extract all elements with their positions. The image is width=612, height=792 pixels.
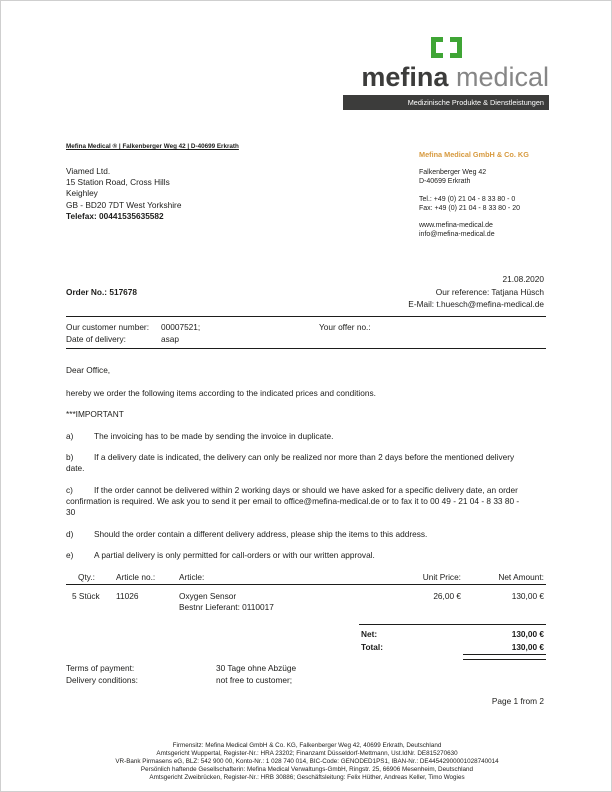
net-label: Net:	[361, 629, 378, 639]
delivery-date-value: asap	[161, 334, 179, 344]
item-article-no: 11026	[116, 591, 139, 601]
item-unit-price: 26,00 €	[433, 591, 461, 601]
footer-line-5: Amtsgericht Zweibrücken, Register-Nr.: HRB 30886; Geschäftsleitung: Felix Hüther, Andreas Keller, Timo Wogies	[149, 774, 465, 781]
condition-key-d: d)	[66, 529, 74, 539]
terms-delivery-value: not free to customer;	[216, 675, 293, 685]
condition-key-c: c)	[66, 485, 73, 495]
condition-item-b	[66, 452, 526, 474]
brand-wordmark	[343, 63, 549, 92]
total-label: Total:	[361, 642, 383, 652]
total-double-rule	[463, 654, 546, 660]
condition-key-b: b)	[66, 452, 74, 462]
terms-delivery-label: Delivery conditions:	[66, 675, 138, 685]
bracket-right-icon	[450, 37, 462, 58]
footer-line-4: Persönlich haftende Gesellschafterin: Mefina Medical Verwaltungs-GmbH, Ringstr. 25, 66906 Mesenheim, Deutschland	[140, 766, 474, 773]
footer-line-2: Amtsgericht Wuppertal, Register-Nr.: HRA 23202; Finanzamt Düsseldorf-Mettmann, Ust.IdNr. DE815270630	[156, 750, 458, 757]
item-qty: 5 Stück	[72, 591, 100, 601]
our-reference: Our reference: Tatjana Hüsch	[435, 287, 544, 297]
col-header-article-no: Article no.:	[116, 572, 156, 582]
totals-rule	[359, 624, 546, 625]
item-net-amount: 130,00 €	[511, 591, 544, 601]
recipient-street: 15 Station Road, Cross Hills	[66, 177, 170, 188]
brackets-icon	[343, 37, 549, 59]
item-article-supplier-no: Bestnr Lieferant: 0110017	[179, 602, 274, 612]
customer-number-value: 00007521;	[161, 322, 201, 332]
brand-tagline: Medizinische Produkte & Dienstleistungen	[343, 95, 549, 110]
recipient-name: Viamed Ltd.	[66, 166, 111, 176]
condition-item-c	[66, 485, 526, 518]
intro-paragraph: hereby we order the following items according to the indicated prices and conditions.	[66, 388, 376, 398]
meta-rule-top	[66, 316, 546, 317]
col-header-unit-price: Unit Price:	[422, 572, 461, 582]
order-number-value: 517678	[109, 287, 138, 297]
condition-text-d: Should the order contain a different delivery address, please ship the items to this address.	[94, 529, 428, 539]
footer-line-3: VR-Bank Pirmasens eG, BLZ: 542 900 00, Konto-Nr.: 1 028 740 014, BIC-Code: GENODED1PS1, IBAN-Nr.: DE44542900001028740014	[115, 758, 499, 765]
recipient-region: GB - BD20 7DT West Yorkshire	[66, 199, 182, 210]
meta-rule-bottom	[66, 348, 546, 349]
condition-text-b: If a delivery date is indicated, the delivery can only be realized nor more than 2 days before the mentioned delivery date.	[66, 452, 515, 473]
company-email: info@mefina-medical.de	[419, 231, 495, 239]
sender-return-address: Mefina Medical ® | Falkenberger Weg 42 | D-40699 Erkrath	[66, 143, 239, 150]
mefina-logo	[343, 37, 549, 110]
condition-text-a: The invoicing has to be made by sending the invoice in duplicate.	[94, 431, 334, 441]
company-city: D-40699 Erkrath	[419, 178, 471, 186]
table-header-rule	[66, 584, 546, 585]
delivery-date-label: Date of delivery:	[66, 334, 126, 344]
col-header-article: Article:	[179, 572, 205, 582]
condition-item-a	[66, 431, 526, 442]
reference-email: E-Mail: t.huesch@mefina-medical.de	[408, 299, 544, 309]
condition-key-a: a)	[66, 431, 74, 441]
company-info-block	[419, 150, 529, 239]
company-fax: Fax: +49 (0) 21 04 - 8 33 80 - 20	[419, 204, 520, 212]
footer-line-1: Firmensitz: Mefina Medical GmbH & Co. KG, Falkenberger Weg 42, 40699 Erkrath, Deutschland	[172, 742, 442, 749]
company-street: Falkenberger Weg 42	[419, 169, 487, 177]
item-article: Oxygen Sensor	[179, 591, 237, 601]
col-header-qty: Qty.:	[78, 572, 95, 582]
net-value: 130,00 €	[511, 629, 544, 639]
important-heading: ***IMPORTANT	[66, 409, 124, 419]
col-header-net-amount: Net Amount:	[498, 572, 544, 582]
order-number-label: Order No.:	[66, 287, 108, 297]
recipient-city: Keighley	[66, 188, 98, 199]
document-date: 21.08.2020	[502, 274, 544, 284]
customer-number-label: Our customer number:	[66, 322, 149, 332]
your-offer-label: Your offer no.:	[319, 322, 371, 332]
page-indicator: Page 1 from 2	[491, 696, 544, 706]
brand-name-secondary: medical	[455, 62, 549, 92]
order-number-line	[66, 287, 137, 298]
brand-name-primary: mefina	[361, 62, 449, 92]
total-value: 130,00 €	[511, 642, 544, 652]
company-website: www.mefina-medical.de	[419, 222, 493, 230]
footer-legal-block	[1, 742, 612, 782]
recipient-telefax: Telefax: 00441535635582	[66, 210, 164, 221]
terms-payment-value: 30 Tage ohne Abzüge	[216, 663, 297, 673]
recipient-address	[66, 166, 181, 222]
condition-item-e	[66, 550, 526, 561]
company-name: Mefina Medical GmbH & Co. KG	[419, 150, 529, 159]
condition-text-c: If the order cannot be delivered within 2 working days or should we have asked for a specific delivery date, an order confirmation is required. We ask you to send it per email to office@mefina-medical.de or to fax it to 00 49 - 21 04 - 8 33 80 - 30	[66, 485, 520, 517]
company-tel: Tel.: +49 (0) 21 04 - 8 33 80 - 0	[419, 195, 516, 203]
condition-key-e: e)	[66, 550, 74, 560]
terms-payment-label: Terms of payment:	[66, 663, 135, 673]
condition-text-e: A partial delivery is only permitted for call-orders or with our written approval.	[94, 550, 375, 560]
condition-item-d	[66, 529, 526, 540]
salutation: Dear Office,	[66, 365, 111, 375]
bracket-left-icon	[431, 37, 443, 58]
